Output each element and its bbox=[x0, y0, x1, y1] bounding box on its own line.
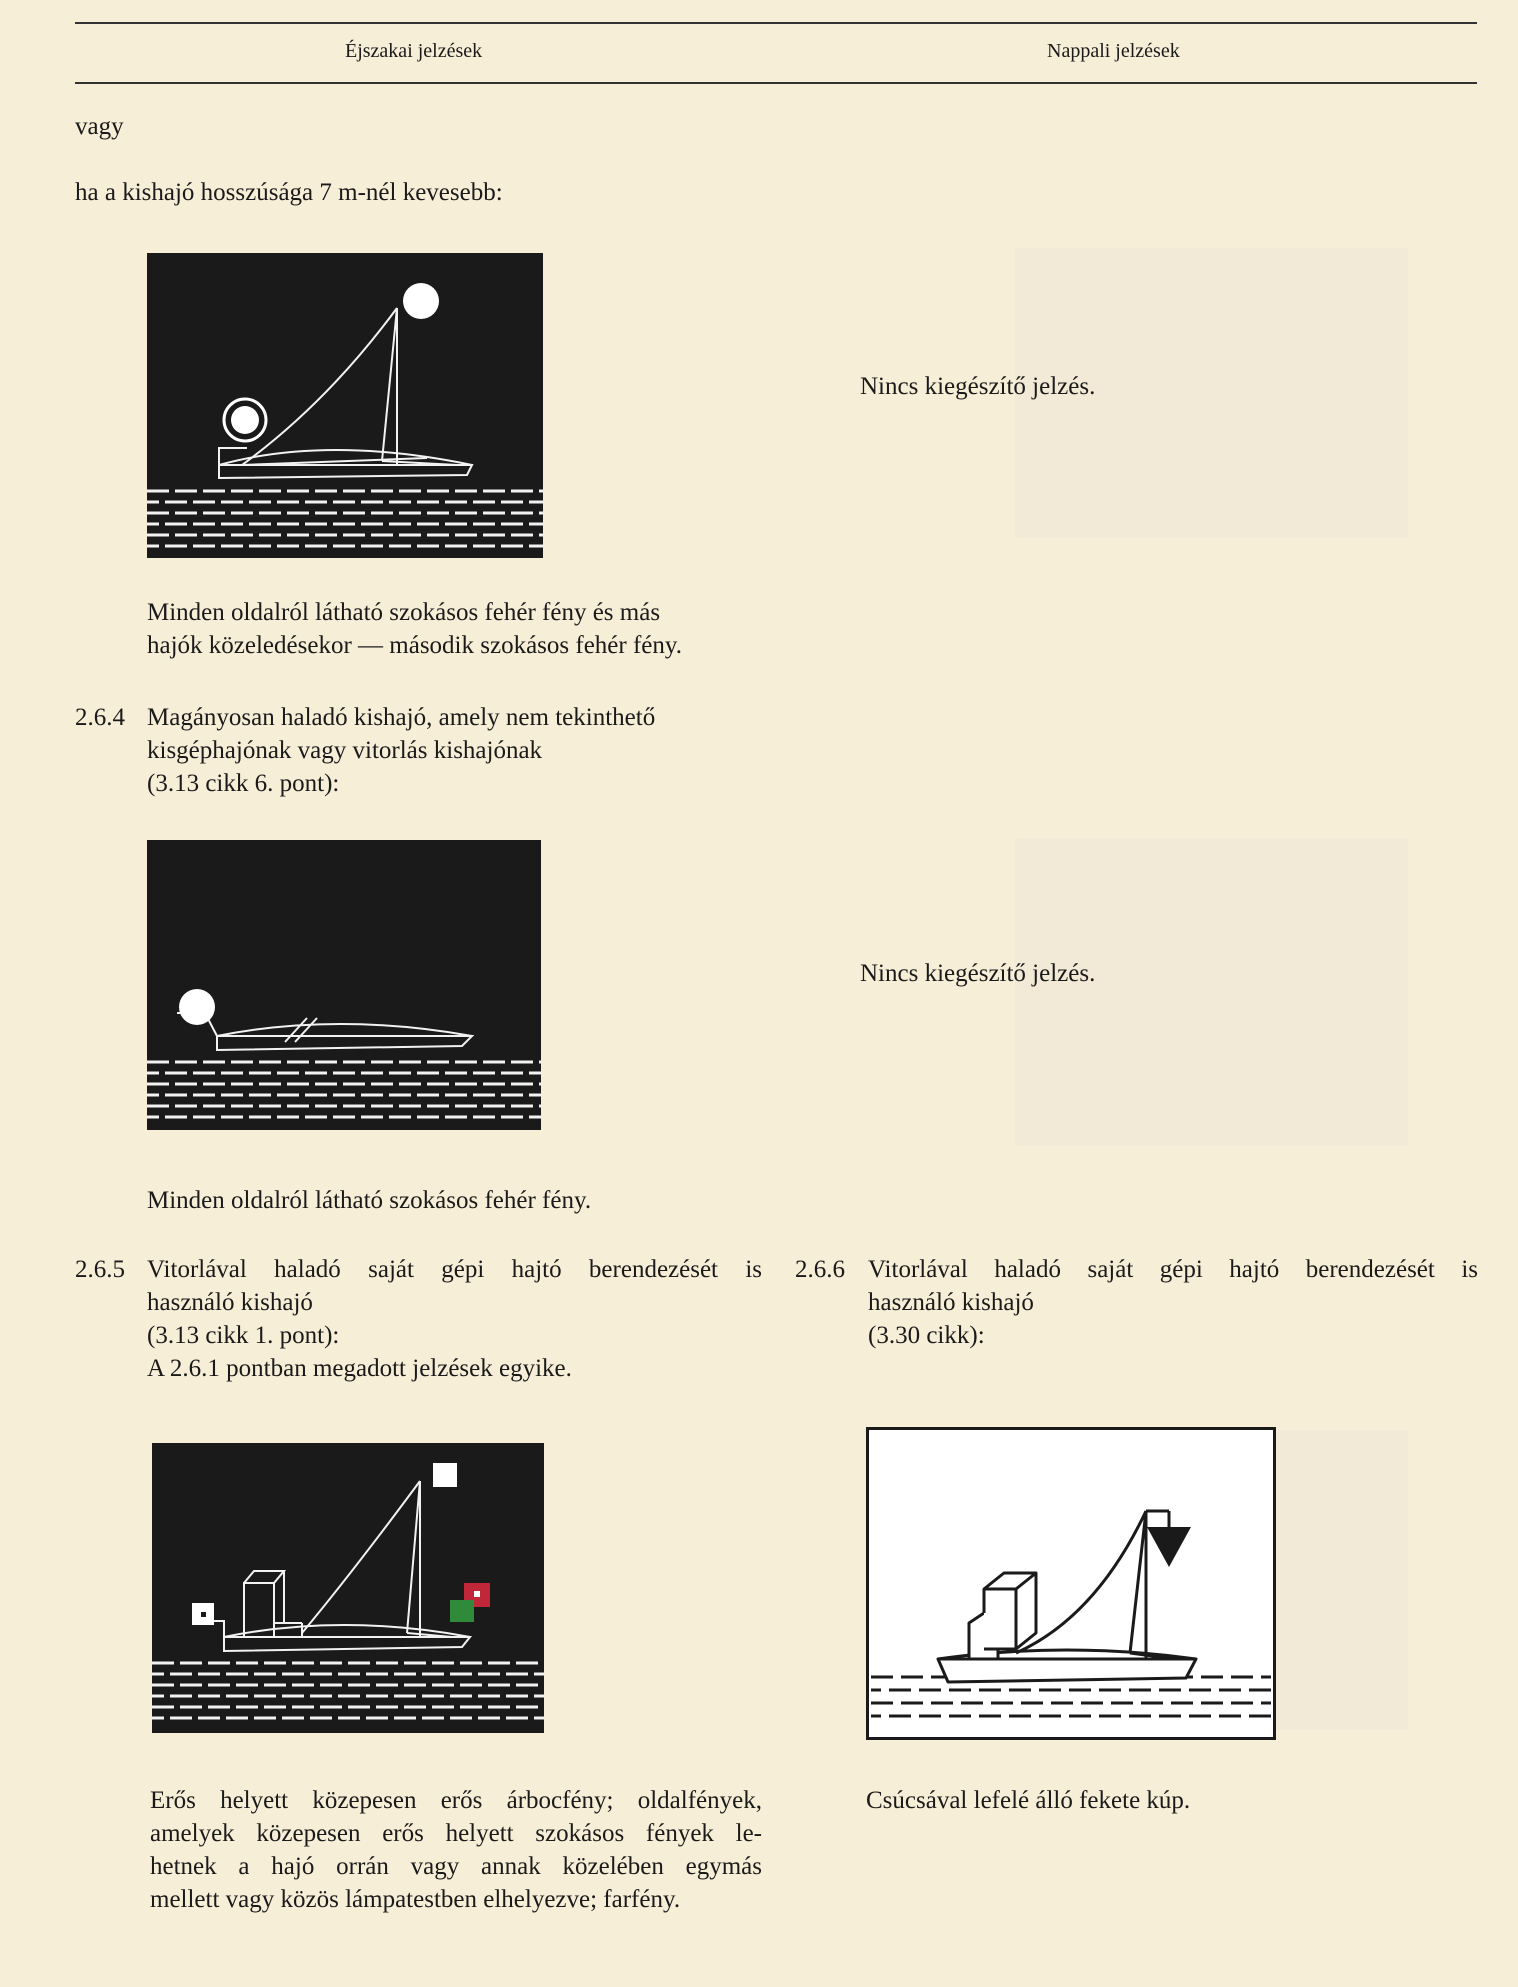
column-header-day: Nappali jelzések bbox=[1047, 40, 1180, 62]
header-top-rule bbox=[75, 22, 1477, 24]
masthead-light-icon bbox=[403, 283, 439, 319]
all-round-white-light-icon bbox=[179, 989, 215, 1025]
section-number-265: 2.6.5 bbox=[75, 1256, 125, 1283]
caption-264: Minden oldalról látható szokásos fehér fény. bbox=[147, 1187, 592, 1214]
section-number-264: 2.6.4 bbox=[75, 704, 125, 731]
caption-1-line-1: Minden oldalról látható szokásos fehér fény és más bbox=[147, 599, 661, 626]
caption-265-line-4: mellett vagy közös lámpatestben elhelyezve; farfény. bbox=[150, 1886, 681, 1913]
green-side-light-icon bbox=[450, 1600, 474, 1622]
section-number-266: 2.6.6 bbox=[795, 1256, 845, 1283]
night-panel-motor-sailer bbox=[152, 1443, 544, 1733]
night-panel-sailboat bbox=[147, 253, 543, 558]
section-265-line-3: (3.13 cikk 1. pont): bbox=[147, 1322, 340, 1349]
header-bottom-rule bbox=[75, 82, 1477, 84]
caption-265-line-2: amelyek közepesen erős helyett szokásos fények le- bbox=[150, 1820, 762, 1847]
no-signal-text-2: Nincs kiegészítő jelzés. bbox=[860, 960, 1096, 987]
no-signal-text-1: Nincs kiegészítő jelzés. bbox=[860, 373, 1096, 400]
bleed-through-panel bbox=[1015, 838, 1408, 1146]
section-266-line-2: használó kishajó bbox=[868, 1289, 1034, 1316]
section-266-line-3: (3.30 cikk): bbox=[868, 1322, 985, 1349]
section-265-line-2: használó kishajó bbox=[147, 1289, 313, 1316]
column-header-night: Éjszakai jelzések bbox=[345, 40, 483, 62]
vagy-text: vagy bbox=[75, 113, 124, 140]
section-266-line-1: Vitorlával haladó saját gépi hajtó berendezését is bbox=[868, 1256, 1478, 1283]
masthead-light-icon bbox=[433, 1463, 457, 1487]
night-panel-rowboat bbox=[147, 840, 541, 1130]
section-265-line-4: A 2.6.1 pontban megadott jelzések egyike. bbox=[147, 1355, 572, 1382]
caption-1-line-2: hajók közeledésekor — második szokásos fehér fény. bbox=[147, 632, 683, 659]
caption-266: Csúcsával lefelé álló fekete kúp. bbox=[866, 1787, 1191, 1814]
second-white-light-icon bbox=[231, 406, 259, 434]
caption-265-line-1: Erős helyett közepesen erős árbocfény; oldalfények, bbox=[150, 1787, 762, 1814]
section-264-line-2: kisgéphajónak vagy vitorlás kishajónak bbox=[147, 737, 543, 764]
caption-265-line-3: hetnek a hajó orrán vagy annak közelében egymás bbox=[150, 1853, 762, 1880]
day-panel-motor-sailer-cone bbox=[866, 1427, 1276, 1740]
condition-text: ha a kishajó hosszúsága 7 m-nél kevesebb: bbox=[75, 179, 503, 206]
section-264-line-3: (3.13 cikk 6. pont): bbox=[147, 770, 340, 797]
section-265-line-1: Vitorlával haladó saját gépi hajtó berendezését is bbox=[147, 1256, 762, 1283]
section-264-line-1: Magányosan haladó kishajó, amely nem tekinthető bbox=[147, 704, 656, 731]
